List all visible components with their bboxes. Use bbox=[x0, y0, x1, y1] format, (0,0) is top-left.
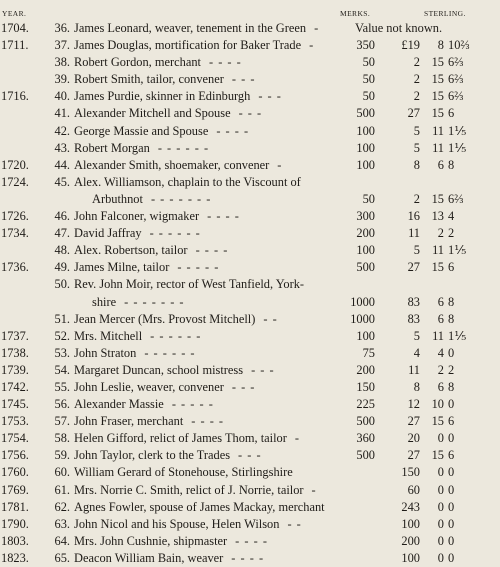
table-row bbox=[0, 105, 500, 122]
row-pounds: 27 bbox=[407, 260, 420, 275]
row-number: 57. bbox=[54, 414, 70, 429]
row-shillings: 10 bbox=[431, 397, 444, 412]
row-shillings: 11 bbox=[432, 328, 444, 343]
row-number: 56. bbox=[54, 397, 70, 412]
row-shillings: 0 bbox=[437, 516, 444, 531]
row-pounds: 2 bbox=[413, 89, 420, 104]
row-year: 1742. bbox=[1, 379, 29, 394]
row-shillings: 6 bbox=[437, 311, 444, 326]
table-row bbox=[0, 208, 500, 225]
row-number: 52. bbox=[54, 328, 70, 343]
row-year: 1736. bbox=[1, 260, 29, 275]
row-shillings: 2 bbox=[437, 362, 444, 377]
row-shillings: 15 bbox=[431, 448, 444, 463]
row-pence: 0 bbox=[448, 499, 455, 514]
row-pence: 4 bbox=[448, 209, 455, 224]
row-number: 60. bbox=[54, 465, 70, 480]
row-shillings: 6 bbox=[437, 294, 444, 309]
row-number: 39. bbox=[54, 72, 70, 87]
row-pence: 6⅔ bbox=[448, 72, 464, 87]
table-row bbox=[0, 225, 500, 242]
row-shillings: 15 bbox=[431, 260, 444, 275]
row-merks: 100 bbox=[356, 140, 375, 155]
row-merks: 500 bbox=[356, 106, 375, 121]
row-pounds: 27 bbox=[407, 414, 420, 429]
row-year: 1790. bbox=[1, 516, 29, 531]
row-shillings: 13 bbox=[431, 209, 444, 224]
row-pence: 0 bbox=[448, 345, 455, 360]
table-row bbox=[0, 123, 500, 140]
row-pence: 1⅕ bbox=[448, 243, 467, 258]
table-row bbox=[0, 328, 500, 345]
row-merks: 100 bbox=[356, 123, 375, 138]
row-description: Mrs. Norrie C. Smith, relict of J. Norrie, tailor bbox=[74, 482, 304, 497]
row-pounds: 11 bbox=[408, 226, 420, 241]
row-note: Value not known. bbox=[355, 21, 443, 35]
row-merks: 360 bbox=[356, 431, 375, 446]
row-pounds: 4 bbox=[413, 345, 420, 360]
row-merks: 350 bbox=[356, 38, 375, 53]
row-description: Robert Smith, tailor, convener bbox=[74, 72, 224, 87]
row-merks: 500 bbox=[356, 414, 375, 429]
row-number: 42. bbox=[54, 123, 70, 138]
row-pence: 1⅕ bbox=[448, 328, 467, 343]
row-number: 55. bbox=[54, 379, 70, 394]
row-description: David Jaffray bbox=[74, 226, 142, 241]
row-number: 61. bbox=[54, 482, 70, 497]
table-row bbox=[0, 37, 500, 54]
row-number: 65. bbox=[54, 550, 70, 565]
table-row bbox=[0, 516, 500, 533]
row-shillings: 2 bbox=[437, 226, 444, 241]
row-leader-dots: - - - bbox=[231, 72, 256, 87]
row-pounds: 2 bbox=[413, 72, 420, 87]
row-pounds: 27 bbox=[407, 448, 420, 463]
row-merks: 200 bbox=[356, 226, 375, 241]
ledger-table bbox=[0, 20, 500, 567]
row-pence: 1⅕ bbox=[448, 123, 467, 138]
row-year: 1720. bbox=[1, 157, 29, 172]
row-year: 1738. bbox=[1, 345, 29, 360]
row-pounds: 5 bbox=[413, 140, 420, 155]
table-row bbox=[0, 88, 500, 105]
table-row bbox=[0, 396, 500, 413]
table-row bbox=[0, 242, 500, 259]
row-number: 45. bbox=[54, 174, 70, 189]
row-pence: 8 bbox=[448, 311, 455, 326]
row-description: George Massie and Spouse bbox=[74, 123, 209, 138]
table-row bbox=[0, 294, 500, 311]
row-shillings: 0 bbox=[437, 465, 444, 480]
row-description: James Milne, tailor bbox=[74, 260, 170, 275]
table-row bbox=[0, 276, 500, 293]
row-year: 1726. bbox=[1, 209, 29, 224]
row-number: 53. bbox=[54, 345, 70, 360]
row-pence: 8 bbox=[448, 157, 455, 172]
row-leader-dots: - - - - bbox=[208, 55, 242, 70]
row-year: 1711. bbox=[1, 38, 29, 53]
table-row bbox=[0, 174, 500, 191]
row-shillings: 11 bbox=[432, 243, 444, 258]
row-description: James Purdie, skinner in Edinburgh bbox=[74, 89, 251, 104]
table-row bbox=[0, 413, 500, 430]
row-merks: 100 bbox=[356, 157, 375, 172]
row-pounds: 200 bbox=[401, 533, 420, 548]
row-pounds: 83 bbox=[407, 311, 420, 326]
row-merks: 50 bbox=[362, 55, 375, 70]
row-description: John Straton bbox=[74, 345, 137, 360]
table-row bbox=[0, 311, 500, 328]
row-leader-dots: - - - - bbox=[207, 209, 240, 224]
row-year: 1760. bbox=[1, 465, 29, 480]
row-description: John Fraser, merchant bbox=[74, 414, 184, 429]
row-pounds: £19 bbox=[401, 38, 420, 53]
row-merks: 100 bbox=[356, 243, 375, 258]
row-leader-dots: - bbox=[294, 431, 301, 446]
row-leader-dots: - - - - bbox=[195, 243, 229, 258]
row-number: 59. bbox=[54, 448, 70, 463]
row-shillings: 15 bbox=[431, 72, 444, 87]
row-shillings: 6 bbox=[437, 379, 444, 394]
row-pounds: 5 bbox=[413, 243, 420, 258]
row-description: Robert Gordon, merchant bbox=[74, 55, 201, 70]
row-leader-dots: - bbox=[277, 157, 283, 172]
row-shillings: 0 bbox=[437, 482, 444, 497]
row-leader-dots: - - bbox=[287, 516, 302, 531]
row-description: James Leonard, weaver, tenement in the Green bbox=[74, 21, 307, 35]
row-pounds: 27 bbox=[407, 106, 420, 121]
row-pence: 1⅕ bbox=[448, 140, 467, 155]
row-pounds: 8 bbox=[413, 379, 420, 394]
row-leader-dots: - - - - bbox=[231, 550, 265, 565]
row-leader-dots: - - - - - - bbox=[149, 226, 201, 241]
row-number: 48. bbox=[54, 243, 70, 258]
row-leader-dots: - - - - - bbox=[171, 397, 214, 412]
row-pounds: 11 bbox=[408, 362, 420, 377]
table-row bbox=[0, 482, 500, 499]
header-merks: MERKS. bbox=[340, 9, 371, 18]
table-row bbox=[0, 157, 500, 174]
row-pounds: 12 bbox=[407, 397, 420, 412]
row-number: 47. bbox=[54, 226, 70, 241]
row-merks: 150 bbox=[356, 379, 375, 394]
row-pence: 0 bbox=[448, 482, 455, 497]
row-year: 1716. bbox=[1, 89, 29, 104]
row-merks: 100 bbox=[356, 328, 375, 343]
row-pounds: 243 bbox=[401, 499, 420, 514]
row-description: Alex. Robertson, tailor bbox=[74, 243, 188, 258]
row-leader-dots: - - - - bbox=[216, 123, 250, 138]
row-number: 36. bbox=[54, 21, 70, 35]
table-row bbox=[0, 259, 500, 276]
table-row bbox=[0, 362, 500, 379]
row-number: 50. bbox=[54, 277, 70, 292]
row-pence: 6⅔ bbox=[448, 191, 464, 206]
row-merks: 50 bbox=[362, 191, 375, 206]
row-year: 1823. bbox=[1, 550, 29, 565]
row-pence: 0 bbox=[448, 516, 455, 531]
row-merks: 1000 bbox=[350, 311, 375, 326]
row-pence: 2 bbox=[448, 362, 455, 377]
row-leader-dots: - - - - - - bbox=[157, 140, 210, 155]
row-pence: 6 bbox=[448, 448, 455, 463]
table-row bbox=[0, 345, 500, 362]
row-year: 1724. bbox=[1, 174, 29, 189]
row-description: Helen Gifford, relict of James Thom, tailor bbox=[74, 431, 287, 446]
row-number: 54. bbox=[54, 362, 70, 377]
header-sterling: STERLING. bbox=[424, 9, 466, 18]
row-leader-dots: - - - bbox=[238, 448, 262, 463]
row-description: Mrs. Mitchell bbox=[74, 328, 143, 343]
row-year: 1769. bbox=[1, 482, 29, 497]
row-year: 1745. bbox=[1, 397, 29, 412]
row-shillings: 0 bbox=[437, 431, 444, 446]
row-description: Agnes Fowler, spouse of James Mackay, merchant bbox=[74, 499, 325, 514]
row-shillings: 8 bbox=[437, 38, 444, 53]
row-pounds: 2 bbox=[413, 55, 420, 70]
row-number: 62. bbox=[54, 499, 70, 514]
row-description: Mrs. John Cushnie, shipmaster bbox=[74, 533, 228, 548]
row-merks: 500 bbox=[356, 448, 375, 463]
row-leader-dots: - bbox=[311, 482, 317, 497]
row-pounds: 5 bbox=[413, 123, 420, 138]
row-shillings: 11 bbox=[432, 140, 444, 155]
row-number: 38. bbox=[54, 55, 70, 70]
row-shillings: 4 bbox=[437, 345, 444, 360]
row-shillings: 0 bbox=[437, 499, 444, 514]
row-pounds: 20 bbox=[407, 431, 420, 446]
header-year: YEAR. bbox=[2, 9, 27, 18]
row-leader-dots: - - - - bbox=[191, 414, 225, 429]
row-number: 44. bbox=[54, 157, 70, 172]
row-description: Rev. John Moir, rector of West Tanfield, York- bbox=[74, 277, 305, 292]
row-description: Deacon William Bain, weaver bbox=[74, 550, 224, 565]
row-pounds: 2 bbox=[413, 191, 420, 206]
table-row bbox=[0, 499, 500, 516]
row-shillings: 15 bbox=[431, 55, 444, 70]
row-pence: 8 bbox=[448, 294, 455, 309]
row-shillings: 15 bbox=[431, 106, 444, 121]
row-pence: 6⅔ bbox=[448, 89, 464, 104]
row-description: Jean Mercer (Mrs. Provost Mitchell) bbox=[74, 311, 256, 326]
table-row bbox=[0, 533, 500, 550]
row-description: Alexander Mitchell and Spouse bbox=[74, 106, 231, 121]
row-pounds: 100 bbox=[401, 516, 420, 531]
row-description: William Gerard of Stonehouse, Stirlingshire bbox=[74, 465, 293, 480]
row-number: 58. bbox=[54, 431, 70, 446]
row-description: Arbuthnot bbox=[92, 191, 143, 206]
row-pounds: 100 bbox=[401, 550, 420, 565]
row-pounds: 60 bbox=[407, 482, 420, 497]
row-description: Alexander Massie bbox=[74, 397, 164, 412]
row-pence: 6 bbox=[448, 260, 455, 275]
row-description: Robert Morgan bbox=[74, 140, 150, 155]
row-merks: 75 bbox=[362, 345, 375, 360]
row-year: 1739. bbox=[1, 362, 29, 377]
row-year: 1753. bbox=[1, 414, 29, 429]
row-pence: 0 bbox=[448, 431, 455, 446]
row-year: 1737. bbox=[1, 328, 29, 343]
row-year: 1756. bbox=[1, 448, 29, 463]
table-row bbox=[0, 550, 500, 567]
row-pence: 0 bbox=[448, 397, 455, 412]
row-merks: 300 bbox=[356, 209, 375, 224]
row-leader-dots: - - - bbox=[258, 89, 282, 104]
row-description: John Nicol and his Spouse, Helen Wilson bbox=[74, 516, 280, 531]
row-shillings: 15 bbox=[431, 414, 444, 429]
row-number: 63. bbox=[54, 516, 70, 531]
row-pence: 0 bbox=[448, 533, 455, 548]
row-pence: 0 bbox=[448, 550, 455, 565]
row-pounds: 83 bbox=[407, 294, 420, 309]
row-merks: 225 bbox=[356, 397, 375, 412]
row-number: 64. bbox=[54, 533, 70, 548]
row-shillings: 15 bbox=[431, 191, 444, 206]
row-pence: 6⅔ bbox=[448, 55, 464, 70]
row-leader-dots: - - - - - - bbox=[144, 345, 196, 360]
row-year: 1704. bbox=[1, 21, 29, 35]
row-pence: 0 bbox=[448, 465, 455, 480]
table-row bbox=[0, 464, 500, 481]
row-number: 46. bbox=[54, 209, 70, 224]
row-leader-dots: - - - - - bbox=[177, 260, 220, 275]
row-merks: 1000 bbox=[350, 294, 375, 309]
row-shillings: 15 bbox=[431, 89, 444, 104]
row-pounds: 16 bbox=[407, 209, 420, 224]
row-leader-dots: - - - - - - bbox=[150, 328, 202, 343]
row-description: John Leslie, weaver, convener bbox=[74, 379, 224, 394]
row-leader-dots: - - - - - - - bbox=[124, 294, 185, 309]
row-year: 1754. bbox=[1, 431, 29, 446]
row-description: James Douglas, mortification for Baker Trade bbox=[74, 38, 302, 53]
row-pence: 2 bbox=[448, 226, 455, 241]
row-shillings: 0 bbox=[437, 533, 444, 548]
row-leader-dots: - - - bbox=[251, 362, 275, 377]
row-description: Margaret Duncan, school mistress bbox=[74, 362, 244, 377]
row-leader-dots: - - - bbox=[231, 379, 256, 394]
row-description: Alexander Smith, shoemaker, convener bbox=[74, 157, 270, 172]
row-number: 40. bbox=[54, 89, 70, 104]
row-pounds: 5 bbox=[413, 328, 420, 343]
row-merks: 200 bbox=[356, 362, 375, 377]
row-merks: 50 bbox=[362, 72, 375, 87]
row-year: 1803. bbox=[1, 533, 29, 548]
row-number: 51. bbox=[54, 311, 70, 326]
row-shillings: 11 bbox=[432, 123, 444, 138]
row-pence: 10⅔ bbox=[448, 38, 470, 53]
row-pence: 6 bbox=[448, 414, 455, 429]
row-leader-dots: - - - bbox=[238, 106, 263, 121]
row-leader-dots: - bbox=[309, 38, 315, 53]
row-merks: 50 bbox=[362, 89, 375, 104]
row-shillings: 0 bbox=[437, 550, 444, 565]
row-description: John Taylor, clerk to the Trades bbox=[74, 448, 231, 463]
row-year: 1734. bbox=[1, 226, 29, 241]
row-leader-dots: - - bbox=[263, 311, 278, 326]
row-year: 1781. bbox=[1, 499, 29, 514]
row-description: Alex. Williamson, chaplain to the Viscount of bbox=[74, 174, 301, 189]
table-row bbox=[0, 379, 500, 396]
row-number: 37. bbox=[54, 38, 70, 53]
row-number: 43. bbox=[54, 140, 70, 155]
row-pence: 8 bbox=[448, 379, 455, 394]
row-description: shire bbox=[92, 294, 117, 309]
row-description: John Falconer, wigmaker bbox=[74, 209, 200, 224]
row-pence: 6 bbox=[448, 106, 455, 121]
row-pounds: 8 bbox=[413, 157, 420, 172]
table-row bbox=[0, 20, 500, 37]
table-row bbox=[0, 54, 500, 71]
row-leader-dots: - bbox=[314, 21, 320, 35]
row-pounds: 150 bbox=[401, 465, 420, 480]
row-merks: 500 bbox=[356, 260, 375, 275]
table-row bbox=[0, 140, 500, 157]
row-number: 49. bbox=[54, 260, 70, 275]
row-leader-dots: - - - - bbox=[235, 533, 268, 548]
row-number: 41. bbox=[54, 106, 70, 121]
table-row bbox=[0, 447, 500, 464]
table-row bbox=[0, 71, 500, 88]
row-leader-dots: - - - - - - - bbox=[150, 191, 212, 206]
table-row bbox=[0, 191, 500, 208]
row-shillings: 6 bbox=[437, 157, 444, 172]
table-row bbox=[0, 430, 500, 447]
